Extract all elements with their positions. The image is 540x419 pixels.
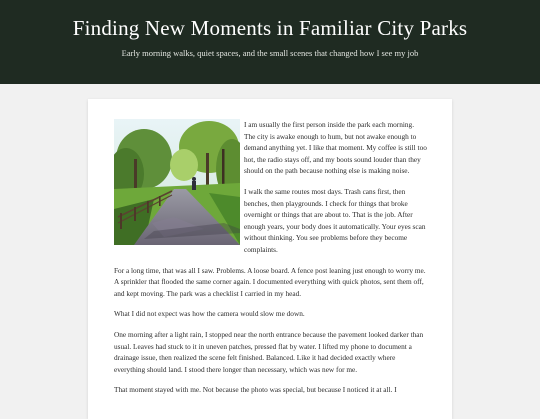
article-paragraph-4: What I did not expect was how the camera would slow me down. <box>114 309 305 319</box>
article-paragraph-1: I am usually the first person inside the park each morning. The city is awake enough to hum, but not awake enough to demand anything yet. I like that moment. My coffee is still too hot, the radio stays off, and my boots sound louder than they should on the path because nothing else is making noise. <box>244 120 427 176</box>
page-subtitle: Early morning walks, quiet spaces, and the small scenes that changed how I see my job <box>121 48 419 58</box>
article-body <box>114 119 427 405</box>
article-paragraph-2: I walk the same routes most days. Trash cans first, then benches, then playgrounds. I check for things that broke overnight or things that are about to. That is the job. After enough years, your body does it automatically. Your eyes scan without thinking. You see problems before they become complaints. <box>244 186 426 254</box>
park-path-photo-icon <box>114 119 240 245</box>
article-paragraph-5: One morning after a light rain, I stopped near the north entrance because the pavement looked darker than usual. Leaves had stuck to it in uneven patches, pressed flat by water. I lifted my phone to document a drainage issue, then realized the scene felt finished. Balanced. Like it had decided exactly where everything should land. I stood there longer than necessary, which was new for me. <box>114 329 424 374</box>
article-paragraph-3: For a long time, that was all I saw. Problems. A loose board. A fence post leaning just enough to worry me. A sprinkler that flooded the same corner again. I documented everything with quick photos, sent them off, and kept moving. The park was a checklist I carried in my head. <box>114 265 426 298</box>
article-card <box>88 99 452 419</box>
article-paragraph-6: That moment stayed with me. Not because the photo was special, but because I noticed it at all. I <box>114 385 397 395</box>
park-path-photo <box>114 119 240 245</box>
site-header <box>0 0 540 84</box>
page-title: Finding New Moments in Familiar City Parks <box>72 16 468 40</box>
